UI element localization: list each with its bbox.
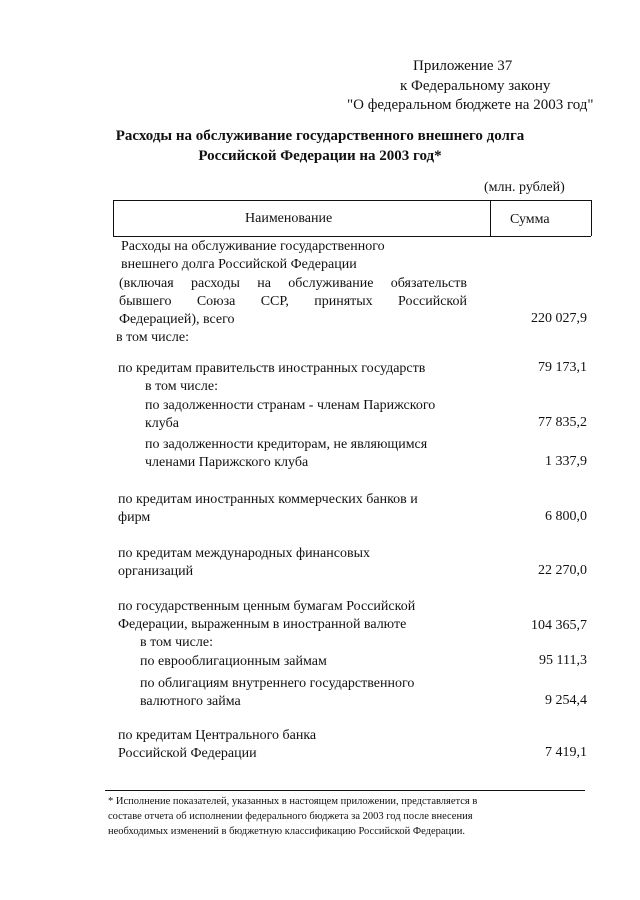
- row-commercial-banks-line-1: по кредитам иностранных коммерческих банков и: [118, 492, 418, 507]
- row-total-line-2: внешнего долга Российской Федерации: [121, 257, 357, 272]
- row-total-line-3: (включая расходы на обслуживание обязательств: [119, 276, 467, 291]
- row-total-line-1: Расходы на обслуживание государственного: [121, 239, 385, 254]
- row-gov-credits-amount: 79 173,1: [538, 360, 587, 375]
- row-paris-members-amount: 77 835,2: [538, 415, 587, 430]
- footnote-line-1: * Исполнение показателей, указанных в настоящем приложении, представляется в: [108, 796, 478, 807]
- appendix-law-name: "О федеральном бюджете на 2003 год": [347, 97, 594, 113]
- appendix-law: к Федеральному закону: [400, 78, 551, 94]
- row-central-bank-amount: 7 419,1: [545, 745, 587, 760]
- row-total-line-6: в том числе:: [116, 330, 189, 345]
- row-gov-credits-line-2: в том числе:: [145, 379, 218, 394]
- table-header-bottom-border: [113, 236, 591, 237]
- row-central-bank-line-1: по кредитам Центрального банка: [118, 728, 317, 743]
- units-label: (млн. рублей): [484, 180, 565, 195]
- row-paris-nonmembers-line-2: членами Парижского клуба: [145, 455, 309, 470]
- row-securities-amount: 104 365,7: [531, 618, 587, 633]
- row-intl-orgs-amount: 22 270,0: [538, 563, 587, 578]
- table-right-border: [591, 200, 592, 236]
- row-commercial-banks-line-2: фирм: [118, 510, 151, 525]
- row-gov-credits-line-1: по кредитам правительств иностранных государств: [118, 361, 426, 376]
- row-eurobonds-line-1: по еврооблигационным займам: [140, 654, 327, 669]
- document-title: [100, 126, 540, 166]
- footnote-separator: [105, 790, 585, 791]
- appendix-number: Приложение 37: [413, 58, 513, 74]
- row-paris-members-line-2: клуба: [145, 416, 179, 431]
- title-line-1: Расходы на обслуживание государственного внешнего долга: [115, 128, 525, 144]
- footnote-line-3: необходимых изменений в бюджетную классификацию Российской Федерации.: [108, 826, 466, 837]
- row-intl-orgs-line-1: по кредитам международных финансовых: [118, 546, 370, 561]
- row-securities-line-1: по государственным ценным бумагам Российской: [118, 599, 416, 614]
- column-header-name: Наименование: [245, 211, 333, 226]
- row-intl-orgs-line-2: организаций: [118, 564, 194, 579]
- row-central-bank-line-2: Российской Федерации: [118, 746, 257, 761]
- row-commercial-banks-amount: 6 800,0: [545, 509, 587, 524]
- row-securities-line-3: в том числе:: [140, 635, 213, 650]
- table-left-border: [113, 200, 114, 236]
- row-paris-nonmembers-line-1: по задолженности кредиторам, не являющимся: [145, 437, 428, 452]
- table-column-divider: [490, 200, 491, 236]
- footnote-line-2: составе отчета об исполнении федерального бюджета за 2003 год после внесения: [108, 811, 473, 822]
- row-ovvz-amount: 9 254,4: [545, 693, 587, 708]
- row-total-amount: 220 027,9: [531, 311, 587, 326]
- title-line-2: Российской Федерации на 2003 год*: [198, 148, 442, 164]
- column-header-sum: Сумма: [510, 212, 550, 227]
- row-ovvz-line-1: по облигациям внутреннего государственного: [140, 676, 415, 691]
- row-eurobonds-amount: 95 111,3: [539, 653, 587, 668]
- row-total-line-5: Федерацией), всего: [119, 312, 235, 327]
- table-top-border: [113, 200, 591, 201]
- row-paris-nonmembers-amount: 1 337,9: [545, 454, 587, 469]
- row-ovvz-line-2: валютного займа: [140, 694, 241, 709]
- row-total-line-4: бывшего Союза ССР, принятых Российской: [119, 294, 467, 309]
- row-paris-members-line-1: по задолженности странам - членам Парижского: [145, 398, 436, 413]
- row-securities-line-2: Федерации, выраженным в иностранной валюте: [118, 617, 407, 632]
